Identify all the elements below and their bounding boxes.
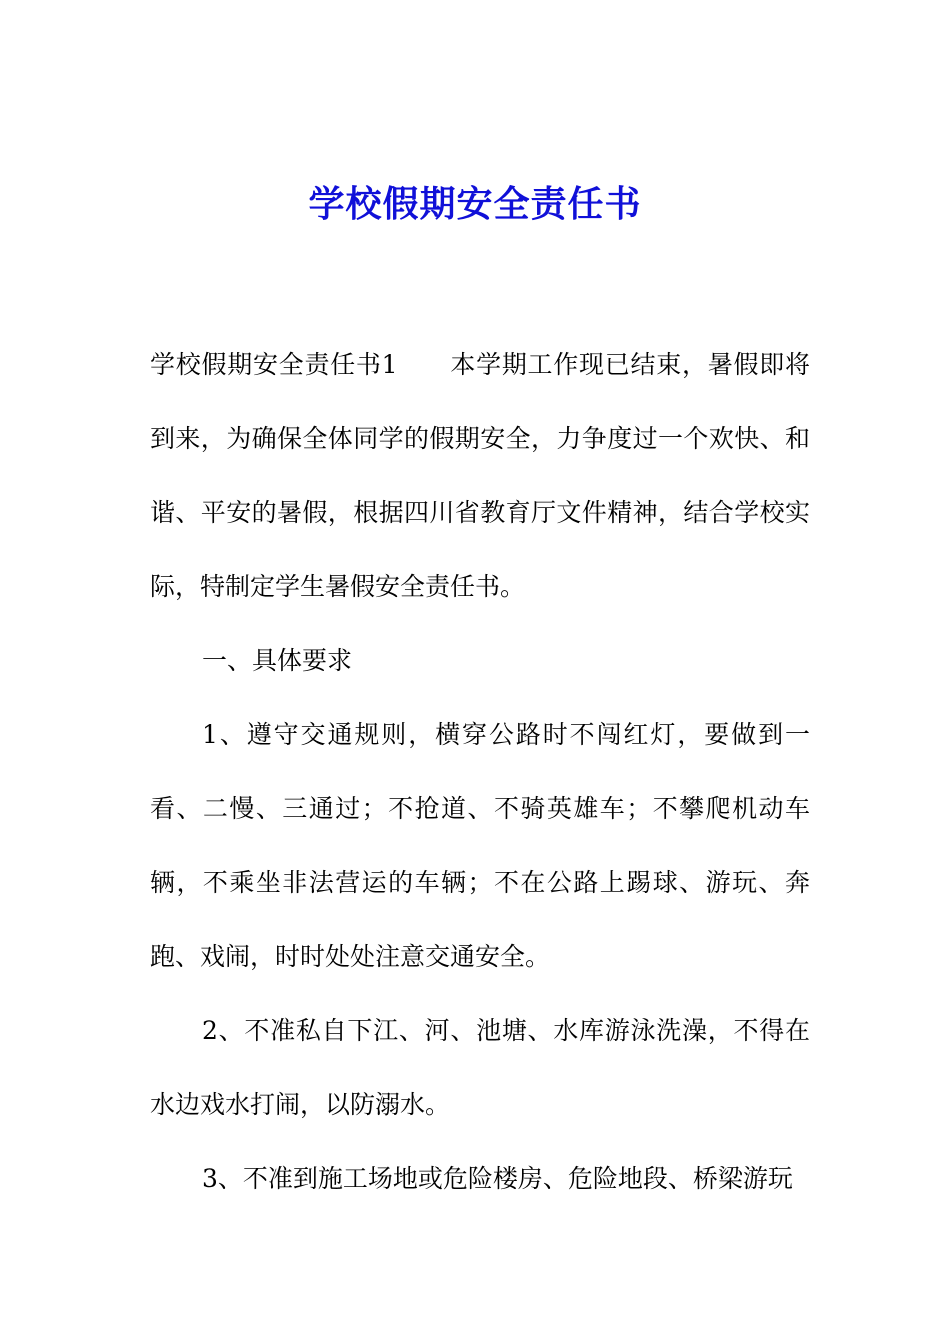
document-title: 学校假期安全责任书 <box>308 183 642 225</box>
list-item: 1、遵守交通规则，横穿公路时不闯红灯，要做到一看、二慢、三通过；不抢道、不骑英雄车；不攀爬机动车辆，不乘坐非法营运的车辆；不在公路上踢球、游玩、奔跑、戏闹，时时处处注意交通安全。 <box>150 720 810 971</box>
list-item: 3、不准到施工场地或危险楼房、危险地段、桥梁游玩 <box>202 1164 793 1193</box>
intro-heading: 学校假期安全责任书1 <box>150 350 398 379</box>
intro-text: 本学期工作现已结束，暑假即将到来，为确保全体同学的假期安全，力争度过一个欢快、和谐、平安的暑假，根据四川省教育厅文件精神，结合学校实际，特制定学生暑假安全责任书。 <box>150 350 810 601</box>
section-heading: 一、具体要求 <box>202 646 353 675</box>
intro-paragraph <box>150 328 810 624</box>
document-body <box>150 328 810 1216</box>
list-item: 2、不准私自下江、河、池塘、水库游泳洗澡，不得在水边戏水打闹，以防溺水。 <box>150 1016 810 1119</box>
